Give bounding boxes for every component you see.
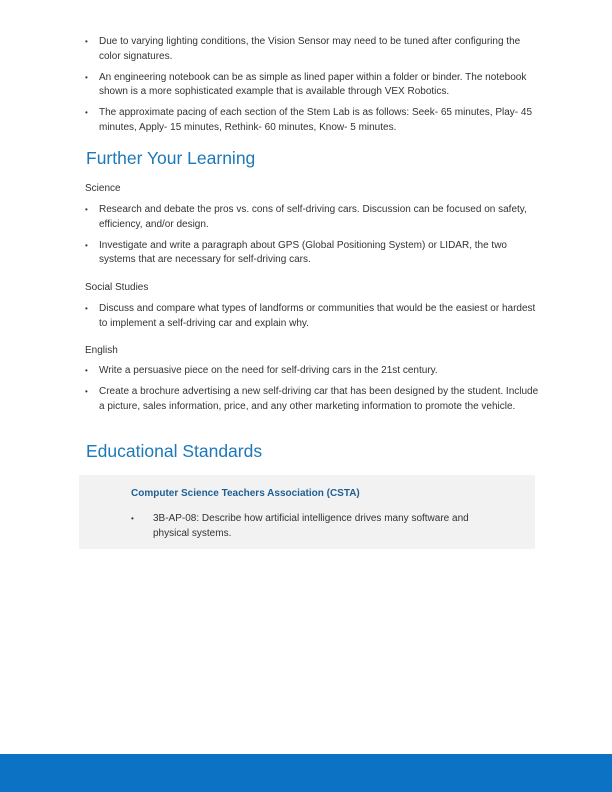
list-item: • Create a brochure advertising a new self-driving car that has been designed by the student. Include a picture, sales information, price, and any other marketing information to promote the vehicle. [85, 385, 540, 414]
english-list [85, 364, 540, 421]
list-item: • Write a persuasive piece on the need for self-driving cars in the 21st century. [85, 364, 540, 379]
social-studies-subheading: Social Studies [85, 282, 149, 293]
educational-standards-heading: Educational Standards [86, 441, 263, 461]
english-subheading: English [85, 345, 118, 356]
list-item: • Discuss and compare what types of landforms or communities that would be the easiest or hardest to implement a self-driving car and explain why. [85, 302, 540, 331]
standard-item: • 3B-AP-08: Describe how artificial intelligence drives many software and physical systems. [131, 512, 503, 541]
science-list [85, 203, 540, 274]
list-item: • An engineering notebook can be as simple as lined paper within a folder or binder. The notebook shown is a more sophisticated example that is available through VEX Robotics. [85, 71, 540, 100]
further-learning-heading: Further Your Learning [86, 148, 256, 168]
intro-notes-list [85, 35, 540, 142]
list-item: • Due to varying lighting conditions, the Vision Sensor may need to be tuned after configuring the color signatures. [85, 35, 540, 64]
list-item: • Research and debate the pros vs. cons of self-driving cars. Discussion can be focused on safety, efficiency, and/or design. [85, 203, 540, 232]
standards-organization: Computer Science Teachers Association (CSTA) [131, 488, 360, 499]
social-studies-list [85, 302, 540, 338]
list-item: • Investigate and write a paragraph about GPS (Global Positioning System) or LIDAR, the two systems that are necessary for self-driving cars. [85, 239, 540, 268]
footer-bar [0, 754, 612, 792]
list-item: • The approximate pacing of each section of the Stem Lab is as follows: Seek- 65 minutes, Play- 45 minutes, Apply- 15 minutes, Rethink- 60 minutes, Know- 5 minutes. [85, 106, 540, 135]
standards-box [79, 475, 535, 549]
science-subheading: Science [85, 183, 121, 194]
